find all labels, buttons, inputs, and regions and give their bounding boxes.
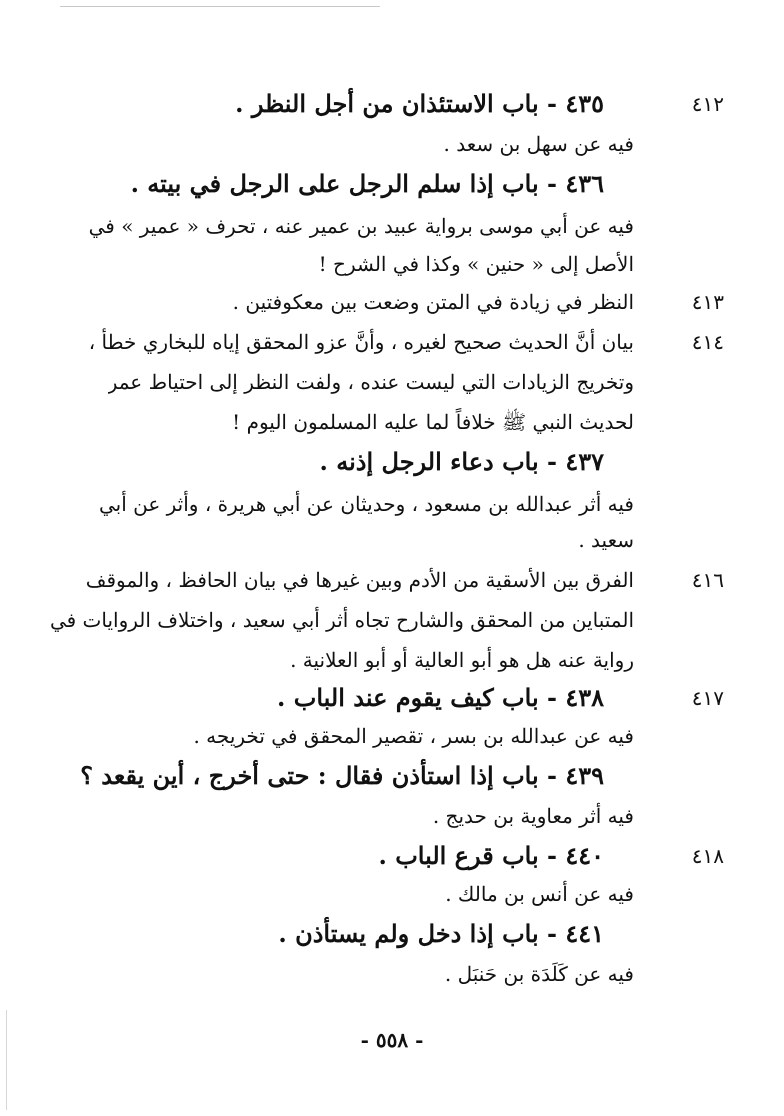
entry-text: فيه أثر عبدالله بن مسعود ، وحديثان عن أبي هريرة ، وأثر عن أبي: [98, 492, 634, 516]
entry-row: [80, 124, 724, 164]
chapter-heading: ٤٣٩ - باب إذا استأذن فقال : حتى أخرج ، أين يقعد ؟: [80, 761, 604, 790]
entry-row: [80, 206, 724, 246]
chapter-heading: ٤٤٠ - باب قرع الباب .: [378, 841, 604, 870]
entry-text: فيه عن عبدالله بن بسر ، تقصير المحقق في تخريجه .: [193, 724, 634, 748]
entry-row: [80, 874, 724, 914]
entry-text: فيه عن سهل بن سعد .: [443, 132, 634, 156]
entry-text: فيه عن أبي موسى برواية عبيد بن عمير عنه ، تحرف « عمير » في: [88, 214, 634, 238]
entry-row: [80, 520, 724, 560]
chapter-heading: ٤٣٦ - باب إذا سلم الرجل على الرجل في بيته .: [130, 169, 604, 198]
entry-row: [80, 322, 724, 362]
entry-row: [80, 560, 724, 600]
entry-text: فيه عن كَلَدَة بن حَنبَل .: [444, 962, 634, 986]
entry-number: ٤١٨: [691, 844, 724, 868]
entry-text: النظر في زيادة في المتن وضعت بين معكوفتين .: [232, 290, 634, 314]
entry-text: المتباين من المحقق والشارح تجاه أثر أبي سعيد ، واختلاف الروايات في: [49, 608, 634, 632]
entry-row: [80, 756, 724, 796]
entry-text: سعيد .: [578, 528, 634, 552]
entry-row: [80, 84, 724, 124]
entry-text: فيه عن أنس بن مالك .: [445, 882, 634, 906]
entry-row: [80, 244, 724, 284]
entry-row: [80, 164, 724, 204]
entry-row: [80, 442, 724, 482]
entry-row: [80, 402, 724, 442]
entry-text: بيان أنَّ الحديث صحيح لغيره ، وأنَّ عزو المحقق إياه للبخاري خطأ ،: [88, 330, 634, 354]
entry-row: [80, 836, 724, 876]
entry-number: ٤١٤: [691, 330, 724, 354]
page-number: - ٥٥٨ -: [360, 1028, 424, 1052]
entry-text: فيه أثر معاوية بن حديج .: [432, 804, 634, 828]
entry-row: [80, 796, 724, 836]
chapter-heading: ٤٤١ - باب إذا دخل ولم يستأذن .: [278, 919, 604, 948]
entry-row: [80, 282, 724, 322]
entry-row: [80, 914, 724, 954]
entry-number: ٤١٦: [691, 568, 724, 592]
entry-row: [80, 678, 724, 718]
chapter-heading: ٤٣٧ - باب دعاء الرجل إذنه .: [319, 447, 604, 476]
entry-text: الأصل إلى « حنين » وكذا في الشرح !: [318, 252, 634, 276]
entry-text: وتخريج الزيادات التي ليست عنده ، ولفت النظر إلى احتياط عمر: [107, 370, 634, 394]
entry-text: الفرق بين الأسقية من الأدم وبين غيرها في بيان الحافظ ، والموقف: [85, 568, 634, 592]
chapter-heading: ٤٣٨ - باب كيف يقوم عند الباب .: [277, 683, 604, 712]
entry-row: [80, 716, 724, 756]
entry-row: [49, 600, 724, 640]
chapter-heading: ٤٣٥ - باب الاستئذان من أجل النظر .: [235, 89, 604, 118]
entry-row: [80, 640, 724, 680]
entry-text: رواية عنه هل هو أبو العالية أو أبو العلانية .: [290, 648, 634, 672]
entry-row: [80, 484, 724, 524]
entry-number: ٤١٧: [691, 686, 724, 710]
entry-row: [80, 954, 724, 994]
entry-number: ٤١٣: [691, 290, 724, 314]
entry-text: لحديث النبي ﷺ خلافاً لما عليه المسلمون اليوم !: [232, 410, 634, 434]
entry-row: [80, 362, 724, 402]
entry-number: ٤١٢: [691, 92, 724, 116]
